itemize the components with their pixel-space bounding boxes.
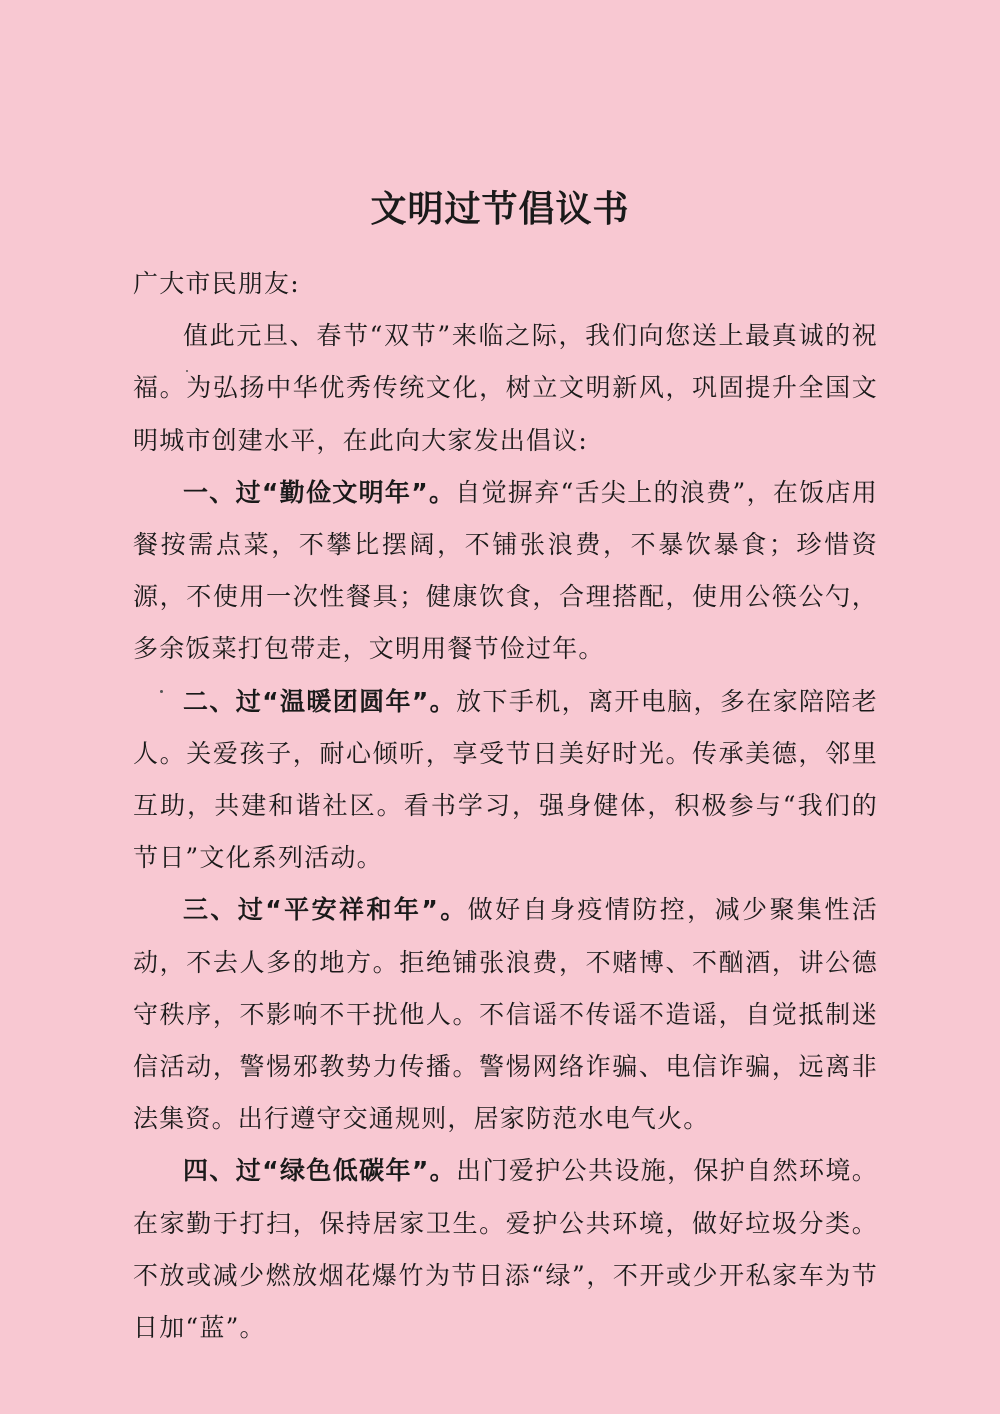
proposal-heading: 二、过“温暖团圆年”。: [183, 686, 457, 716]
proposal-item-2: [133, 676, 878, 885]
document-title: 文明过节倡议书: [370, 189, 630, 230]
proposal-text: 自觉摒弃“舌尖上的浪费”，在饭店用餐按需点菜，不攀比摆阔，不铺张浪费，不暴饮暴食；珍惜资源，不使用一次性餐具；健康饮食，合理搭配，使用公筷公勺，多余饭菜打包带走，文明用餐节俭过年。: [133, 477, 879, 664]
document-body: [133, 258, 878, 1354]
intro-paragraph: 值此元旦、春节“双节”来临之际，我们向您送上最真诚的祝福。为弘扬中华优秀传统文化，树立文明新风，巩固提升全国文明城市创建水平，在此向大家发出倡议:: [133, 321, 878, 455]
proposal-item-4: [133, 1145, 878, 1354]
scan-speck: [186, 370, 188, 372]
proposal-heading: 一、过“勤俭文明年”。: [183, 477, 456, 507]
proposal-heading: 三、过“平安祥和年”。: [183, 895, 468, 925]
proposal-text: 做好自身疫情防控，减少聚集性活动，不去人多的地方。拒绝铺张浪费，不赌博、不酗酒，讲公德守秩序，不影响不干扰他人。不信谣不传谣不造谣，自觉抵制迷信活动，警惕邪教势力传播。警惕网络诈骗、电信诈骗，远离非法集资。出行遵守交通规则，居家防范水电气火。: [133, 895, 878, 1134]
proposal-item-1: [133, 467, 878, 676]
proposal-text: 出门爱护公共设施，保护自然环境。在家勤于打扫，保持居家卫生。爱护公共环境，做好垃圾分类。不放或减少燃放烟花爆竹为节日添“绿”，不开或少开私家车为节日加“蓝”。: [133, 1156, 879, 1343]
proposal-text: 放下手机，离开电脑，多在家陪陪老人。关爱孩子，耐心倾听，享受节日美好时光。传承美德，邻里互助，共建和谐社区。看书学习，强身健体，积极参与“我们的节日”文化系列活动。: [133, 686, 879, 873]
salutation: 广大市民朋友:: [133, 269, 300, 298]
proposal-item-3: [133, 884, 878, 1145]
scan-speck: [160, 690, 163, 693]
proposal-heading: 四、过“绿色低碳年”。: [183, 1156, 457, 1186]
